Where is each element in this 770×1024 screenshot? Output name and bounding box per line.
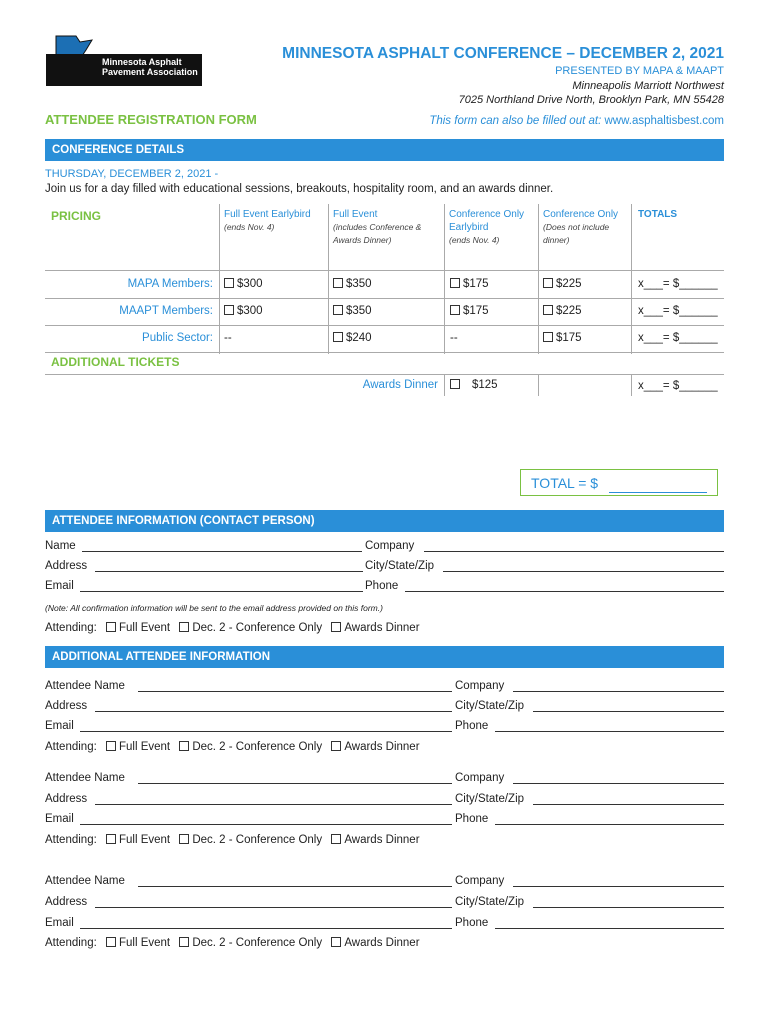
mapa-conf-earlybird-option[interactable]: $175 [450, 278, 489, 290]
maapt-conf-earlybird-option[interactable]: $175 [450, 305, 489, 317]
conference-description: Join us for a day filled with educational sessions, breakouts, hospitality room, and an awards dinner. [45, 183, 554, 195]
public-total-field[interactable]: x___= $______ [638, 332, 718, 344]
attendee-1-email-field[interactable] [80, 731, 452, 732]
attendee-2-address-field[interactable] [95, 804, 452, 805]
phone-label: Phone [365, 580, 399, 592]
name-label: Name [45, 540, 76, 552]
attendee-3-full-event-checkbox[interactable]: Full Event [106, 937, 170, 949]
attendee-3-email-field[interactable] [80, 928, 452, 929]
conference-title: MINNESOTA ASPHALT CONFERENCE – DECEMBER 2, 2021 [282, 45, 724, 62]
attendee-2-email-field[interactable] [80, 824, 452, 825]
name-field[interactable] [82, 551, 362, 552]
col-conference-only: Conference Only (Does not include dinner) [543, 209, 619, 245]
attendee-1-city-field[interactable] [533, 711, 724, 712]
pricing-label: PRICING [51, 209, 102, 223]
venue-address: 7025 Northland Drive North, Brooklyn Park, MN 55428 [458, 94, 724, 106]
attendee-1-awards-dinner-checkbox[interactable]: Awards Dinner [331, 741, 419, 753]
additional-tickets-label: ADDITIONAL TICKETS [51, 355, 180, 369]
company-field[interactable] [424, 551, 724, 552]
confirmation-note: (Note: All confirmation information will be sent to the email address provided on this form.) [45, 603, 383, 613]
form-title: ATTENDEE REGISTRATION FORM [45, 112, 257, 127]
attendee-1-phone-field[interactable] [495, 731, 724, 732]
presented-by: PRESENTED BY MAPA & MAAPT [555, 65, 724, 77]
attendee-1-company-field[interactable] [513, 691, 724, 692]
public-conf-only-option[interactable]: $175 [543, 332, 582, 344]
awards-dinner-option[interactable]: $125 [450, 379, 498, 391]
col-full-event: Full Event (includes Conference & Awards Dinner) [333, 209, 422, 245]
grand-total-field[interactable]: TOTAL = $ [520, 469, 718, 496]
email-label: Email [45, 580, 74, 592]
attendee-2-phone-field[interactable] [495, 824, 724, 825]
attendee-1-name-field[interactable] [138, 691, 452, 692]
attendee-1-address-field[interactable] [95, 711, 452, 712]
attendee-3-company-field[interactable] [513, 886, 724, 887]
attendee-3-phone-field[interactable] [495, 928, 724, 929]
attendee-3-name-field[interactable] [138, 886, 452, 887]
logo-line-1: Minnesota Asphalt [102, 57, 182, 67]
attendee-2-conference-only-checkbox[interactable]: Dec. 2 - Conference Only [179, 834, 322, 846]
additional-attendee-bar: ADDITIONAL ATTENDEE INFORMATION [45, 646, 724, 668]
conference-date: THURSDAY, DECEMBER 2, 2021 - [45, 168, 219, 180]
maapt-full-earlybird-option[interactable]: $300 [224, 305, 263, 317]
public-conf-earlybird: -- [450, 332, 458, 344]
address-field[interactable] [95, 571, 363, 572]
company-label: Company [365, 540, 415, 552]
public-full-event-option[interactable]: $240 [333, 332, 372, 344]
attend-conference-only-checkbox[interactable]: Dec. 2 - Conference Only [179, 622, 322, 634]
attendee-3-conference-only-checkbox[interactable]: Dec. 2 - Conference Only [179, 937, 322, 949]
city-label: City/State/Zip [365, 560, 435, 572]
awards-dinner-label: Awards Dinner [362, 379, 438, 391]
mapa-conf-only-option[interactable]: $225 [543, 278, 582, 290]
col-totals: TOTALS [638, 209, 678, 220]
online-note: This form can also be filled out at: www.asphaltisbest.com [429, 115, 724, 127]
attendee-2-full-event-checkbox[interactable]: Full Event [106, 834, 170, 846]
conference-details-bar: CONFERENCE DETAILS [45, 139, 724, 161]
attendee-info-bar: ATTENDEE INFORMATION (CONTACT PERSON) [45, 510, 724, 532]
col-full-earlybird: Full Event Earlybird (ends Nov. 4) [224, 209, 311, 232]
col-conference-earlybird: Conference Only Earlybird (ends Nov. 4) [449, 209, 525, 245]
address-label: Address [45, 560, 88, 572]
attendee-1-full-event-checkbox[interactable]: Full Event [106, 741, 170, 753]
maapt-full-event-option[interactable]: $350 [333, 305, 372, 317]
phone-field[interactable] [405, 591, 724, 592]
mapa-full-event-option[interactable]: $350 [333, 278, 372, 290]
venue: Minneapolis Marriott Northwest [572, 80, 724, 92]
mapa-full-earlybird-option[interactable]: $300 [224, 278, 263, 290]
attendee-2-company-field[interactable] [513, 783, 724, 784]
attend-awards-dinner-checkbox[interactable]: Awards Dinner [331, 622, 419, 634]
city-field[interactable] [443, 571, 724, 572]
attending-row: Attending: Full Event Dec. 2 - Conference Only Awards Dinner [45, 622, 420, 634]
public-full-earlybird: -- [224, 332, 232, 344]
maapt-conf-only-option[interactable]: $225 [543, 305, 582, 317]
website-link[interactable]: www.asphaltisbest.com [604, 115, 724, 127]
mapa-total-field[interactable]: x___= $______ [638, 278, 718, 290]
awards-total-field[interactable]: x___= $______ [638, 380, 718, 392]
maapt-total-field[interactable]: x___= $______ [638, 305, 718, 317]
attendee-3-address-field[interactable] [95, 907, 452, 908]
attendee-2-awards-dinner-checkbox[interactable]: Awards Dinner [331, 834, 419, 846]
attendee-3-awards-dinner-checkbox[interactable]: Awards Dinner [331, 937, 419, 949]
email-field[interactable] [80, 591, 363, 592]
attendee-2-city-field[interactable] [533, 804, 724, 805]
attendee-2-name-field[interactable] [138, 783, 452, 784]
attendee-3-city-field[interactable] [533, 907, 724, 908]
logo-line-2: Pavement Association [102, 67, 198, 77]
attend-full-event-checkbox[interactable]: Full Event [106, 622, 170, 634]
attendee-1-conference-only-checkbox[interactable]: Dec. 2 - Conference Only [179, 741, 322, 753]
